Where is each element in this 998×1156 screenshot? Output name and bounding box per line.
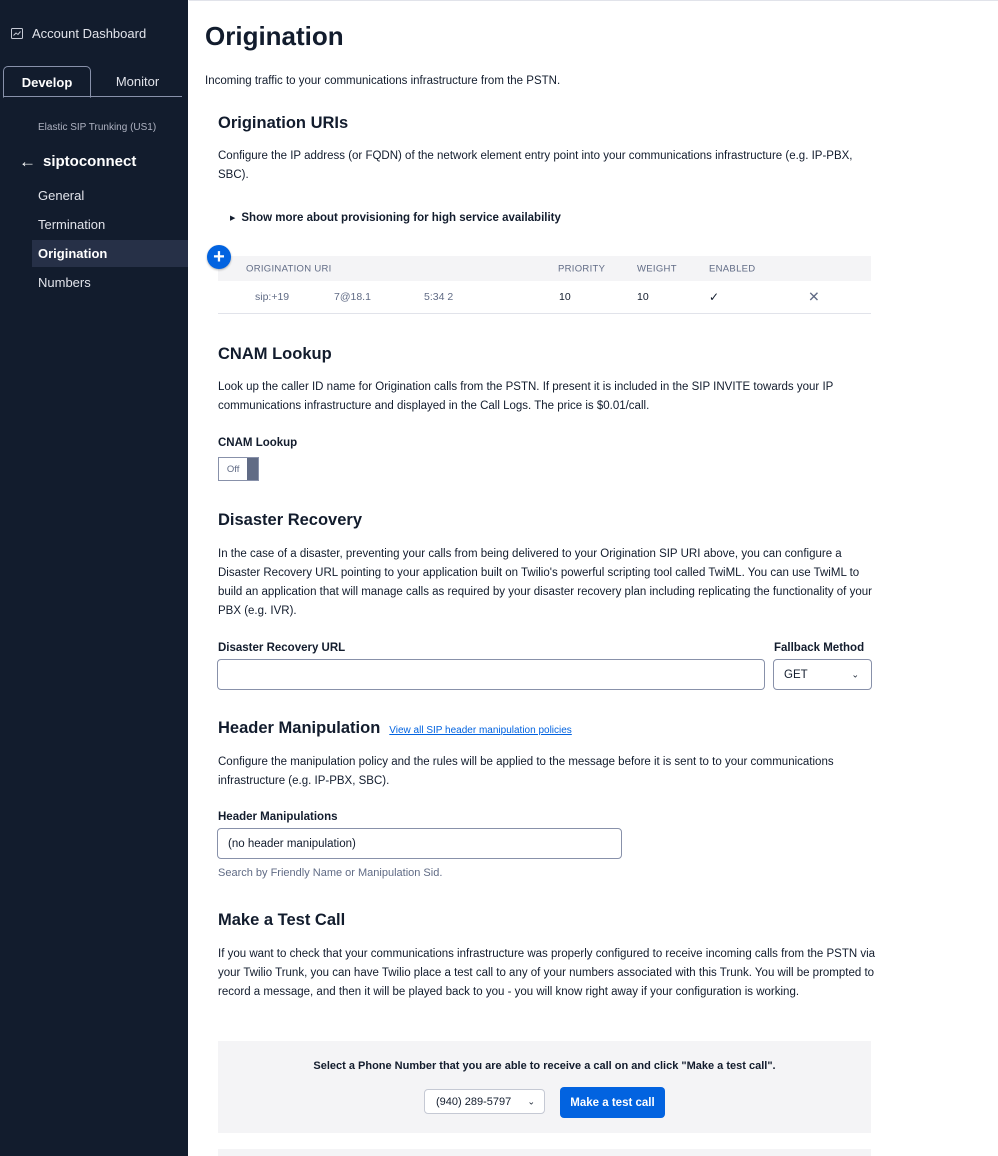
- arrow-left-icon: ←: [19, 152, 36, 171]
- test-call-panel: [218, 1041, 871, 1133]
- toggle-state-text: Off: [226, 463, 240, 475]
- triangle-right-icon: ▶: [230, 215, 236, 222]
- col-enabled: ENABLED: [709, 263, 756, 274]
- disaster-url-label: Disaster Recovery URL: [218, 642, 346, 654]
- col-weight: WEIGHT: [637, 263, 677, 274]
- sidebar-item-termination[interactable]: Termination: [38, 217, 106, 232]
- cnam-toggle[interactable]: [218, 457, 259, 481]
- weight-value: 10: [637, 291, 649, 303]
- delete-icon[interactable]: ✕: [808, 288, 820, 305]
- disclosure-label: Show more about provisioning for high service availability: [241, 212, 561, 224]
- make-test-call-button[interactable]: Make a test call: [560, 1087, 665, 1118]
- disaster-url-input[interactable]: [217, 659, 765, 690]
- priority-value: 10: [559, 291, 571, 303]
- test-call-heading: Make a Test Call: [218, 911, 346, 929]
- sidebar-tabs: [3, 66, 182, 97]
- trunk-name: siptoconnect: [43, 153, 137, 170]
- phone-number-value: (940) 289-5797: [436, 1095, 512, 1108]
- cnam-toggle-label: CNAM Lookup: [218, 437, 298, 449]
- page-title: Origination: [205, 21, 344, 51]
- header-manipulation-heading: Header Manipulation: [218, 719, 381, 737]
- test-call-description: If you want to check that your communications infrastructure was properly configured to receive incoming calls from the PSTN via your Twilio Trunk, you can have Twilio place a test call to any of your numbers associated with this Trunk. You will be prompted to record a message, and then it will be played back to you - you will know right away if your configuration is working.: [218, 948, 876, 998]
- phone-number-select[interactable]: [424, 1089, 545, 1114]
- product-label: Elastic SIP Trunking (US1): [38, 122, 157, 133]
- add-origination-uri-button[interactable]: +: [207, 245, 231, 269]
- header-manipulations-input[interactable]: (no header manipulation): [217, 828, 622, 859]
- back-to-trunks[interactable]: [19, 153, 136, 170]
- tab-monitor[interactable]: Monitor: [115, 74, 160, 89]
- main-content: [189, 0, 998, 1156]
- col-priority: PRIORITY: [558, 263, 606, 274]
- toggle-knob: [247, 458, 258, 480]
- header-manipulation-title-row: [218, 719, 572, 738]
- header-manipulation-description: Configure the manipulation policy and the rules will be applied to the message before it is sent to to your communications infrastructure (e.g. IP-PBX, SBC).: [218, 756, 834, 787]
- cnam-heading: CNAM Lookup: [218, 345, 332, 363]
- table-row[interactable]: [218, 281, 871, 314]
- fallback-method-label: Fallback Method: [774, 642, 865, 654]
- account-dashboard-link[interactable]: [11, 26, 146, 41]
- fallback-method-value: GET: [784, 668, 808, 681]
- uri-part-1: sip:+19: [255, 291, 290, 303]
- account-dashboard-label: Account Dashboard: [32, 26, 147, 41]
- provisioning-disclosure[interactable]: [230, 212, 561, 224]
- cnam-description: Look up the caller ID name for Origination calls from the PSTN. If present it is included in the SIP INVITE towards your IP communications infrastructure and displayed in the Call Logs. The price is $0.01/call.: [218, 381, 834, 412]
- disaster-recovery-description: In the case of a disaster, preventing your calls from being delivered to your Origination SIP URI above, you can configure a Disaster Recovery URL pointing to your application built on Twilio's powerful scripting tool called TwiML. You can use TwiML to build an application that will manage calls as required by your disaster recovery plan including replicating the functionality of your PBX (e.g. IVR).: [218, 548, 872, 617]
- chevron-down-icon: ⌄: [851, 669, 859, 679]
- page-subtitle: Incoming traffic to your communications infrastructure from the PSTN.: [205, 75, 561, 87]
- origination-uri-table: [218, 256, 871, 314]
- uri-part-3: 5:34 2: [424, 291, 454, 303]
- fallback-method-select[interactable]: [773, 659, 872, 690]
- tab-develop[interactable]: Develop: [3, 66, 91, 98]
- next-section-strip: [218, 1149, 871, 1156]
- sidebar-item-numbers[interactable]: Numbers: [38, 275, 91, 290]
- origination-uris-description: Configure the IP address (or FQDN) of the network element entry point into your communications infrastructure (e.g. IP-PBX, SBC).: [218, 150, 853, 181]
- uri-part-2: 7@18.1: [334, 291, 371, 303]
- origination-uris-heading: Origination URIs: [218, 114, 349, 132]
- sidebar-item-origination[interactable]: Origination: [32, 240, 188, 267]
- sidebar: [0, 0, 188, 1156]
- sidebar-item-general[interactable]: General: [38, 188, 85, 203]
- view-header-policies-link[interactable]: View all SIP header manipulation policies: [389, 725, 572, 736]
- enabled-check-icon: ✓: [709, 290, 720, 304]
- chevron-down-icon: ⌄: [527, 1096, 535, 1106]
- col-origination-uri: ORIGINATION URI: [246, 263, 332, 274]
- test-call-prompt: Select a Phone Number that you are able to receive a call on and click "Make a test call".: [313, 1060, 776, 1072]
- header-manipulations-label: Header Manipulations: [218, 811, 338, 823]
- disaster-recovery-heading: Disaster Recovery: [218, 511, 363, 529]
- header-manipulations-help: Search by Friendly Name or Manipulation Sid.: [218, 867, 443, 879]
- dashboard-icon: [11, 28, 23, 39]
- table-header: [218, 256, 871, 281]
